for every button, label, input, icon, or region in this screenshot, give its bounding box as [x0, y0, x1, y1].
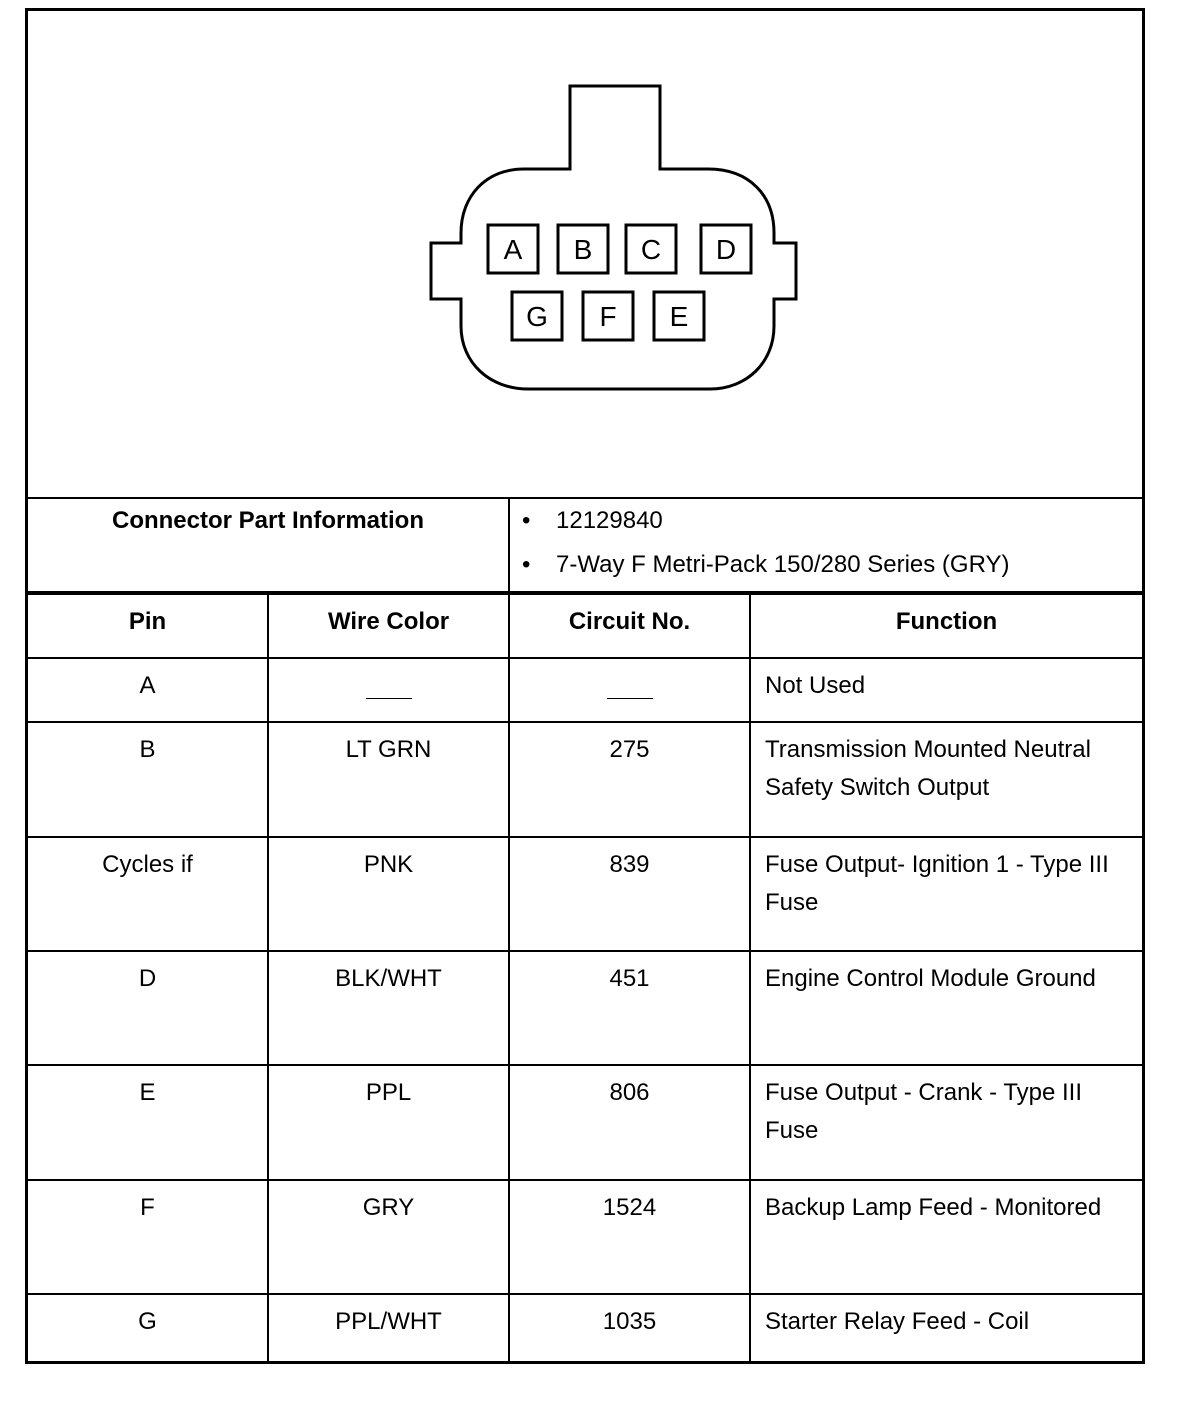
table-row	[28, 1180, 1142, 1294]
circuit-cell: 451	[509, 951, 750, 1065]
connector-housing-outline	[431, 86, 796, 389]
empty-dash	[607, 698, 653, 699]
circuit-cell: 1524	[509, 1180, 750, 1294]
circuit-cell	[509, 658, 750, 722]
connector-description: 7-Way F Metri-Pack 150/280 Series (GRY)	[556, 551, 1010, 578]
pin-cell: E	[28, 1065, 268, 1179]
part-info-item	[510, 549, 1142, 593]
connector-sheet	[25, 8, 1145, 1364]
circuit-cell: 839	[509, 837, 750, 951]
pin-cell: G	[28, 1294, 268, 1363]
pin-cell: D	[28, 951, 268, 1065]
function-cell: Transmission Mounted Neutral Safety Switch Output	[750, 722, 1142, 836]
column-header-wire-color: Wire Color	[268, 594, 509, 658]
table-row	[28, 1065, 1142, 1179]
part-number: 12129840	[556, 507, 663, 534]
pin-cell: Cycles if	[28, 837, 268, 951]
circuit-cell: 806	[509, 1065, 750, 1179]
circuit-cell: 1035	[509, 1294, 750, 1363]
column-header-circuit: Circuit No.	[509, 594, 750, 658]
table-row	[28, 1294, 1142, 1363]
function-cell: Starter Relay Feed - Coil	[750, 1294, 1142, 1363]
table-header-row	[28, 594, 1142, 658]
pin-cell: F	[28, 1180, 268, 1294]
connector-face-drawing	[28, 11, 1142, 497]
pin-label-top: C	[640, 234, 662, 265]
table-row	[28, 951, 1142, 1065]
pin-label-top: D	[715, 234, 737, 265]
part-info-list	[510, 499, 1142, 597]
function-cell: Fuse Output - Crank - Type III Fuse	[750, 1065, 1142, 1179]
wire-color-cell: PPL	[268, 1065, 509, 1179]
function-cell: Engine Control Module Ground	[750, 951, 1142, 1065]
wire-color-cell: PPL/WHT	[268, 1294, 509, 1363]
wire-color-cell: BLK/WHT	[268, 951, 509, 1065]
part-info-title: Connector Part Information	[28, 499, 510, 591]
table-row	[28, 837, 1142, 951]
pin-label-top: B	[573, 234, 593, 265]
table-row	[28, 722, 1142, 836]
pin-cell: B	[28, 722, 268, 836]
circuit-cell: 275	[509, 722, 750, 836]
function-cell: Not Used	[750, 658, 1142, 722]
bullet-icon: •	[522, 507, 531, 534]
pinout-table	[28, 593, 1142, 1363]
pin-label-bottom: E	[669, 301, 689, 332]
pin-row-bottom	[512, 292, 704, 340]
wire-color-cell: LT GRN	[268, 722, 509, 836]
bullet-icon: •	[522, 551, 531, 578]
pin-label-top: A	[503, 234, 523, 265]
pin-label-bottom: G	[526, 301, 548, 332]
wire-color-cell	[268, 658, 509, 722]
column-header-pin: Pin	[28, 594, 268, 658]
connector-diagram	[28, 11, 1142, 497]
pin-label-bottom: F	[599, 301, 617, 332]
table-row	[28, 658, 1142, 722]
column-header-function: Function	[750, 594, 1142, 658]
connector-part-info	[28, 497, 1142, 593]
empty-dash	[366, 698, 412, 699]
pin-row-top	[488, 225, 751, 273]
function-cell: Fuse Output- Ignition 1 - Type III Fuse	[750, 837, 1142, 951]
part-info-item	[510, 505, 1142, 549]
function-cell: Backup Lamp Feed - Monitored	[750, 1180, 1142, 1294]
pin-cell: A	[28, 658, 268, 722]
wire-color-cell: GRY	[268, 1180, 509, 1294]
wire-color-cell: PNK	[268, 837, 509, 951]
